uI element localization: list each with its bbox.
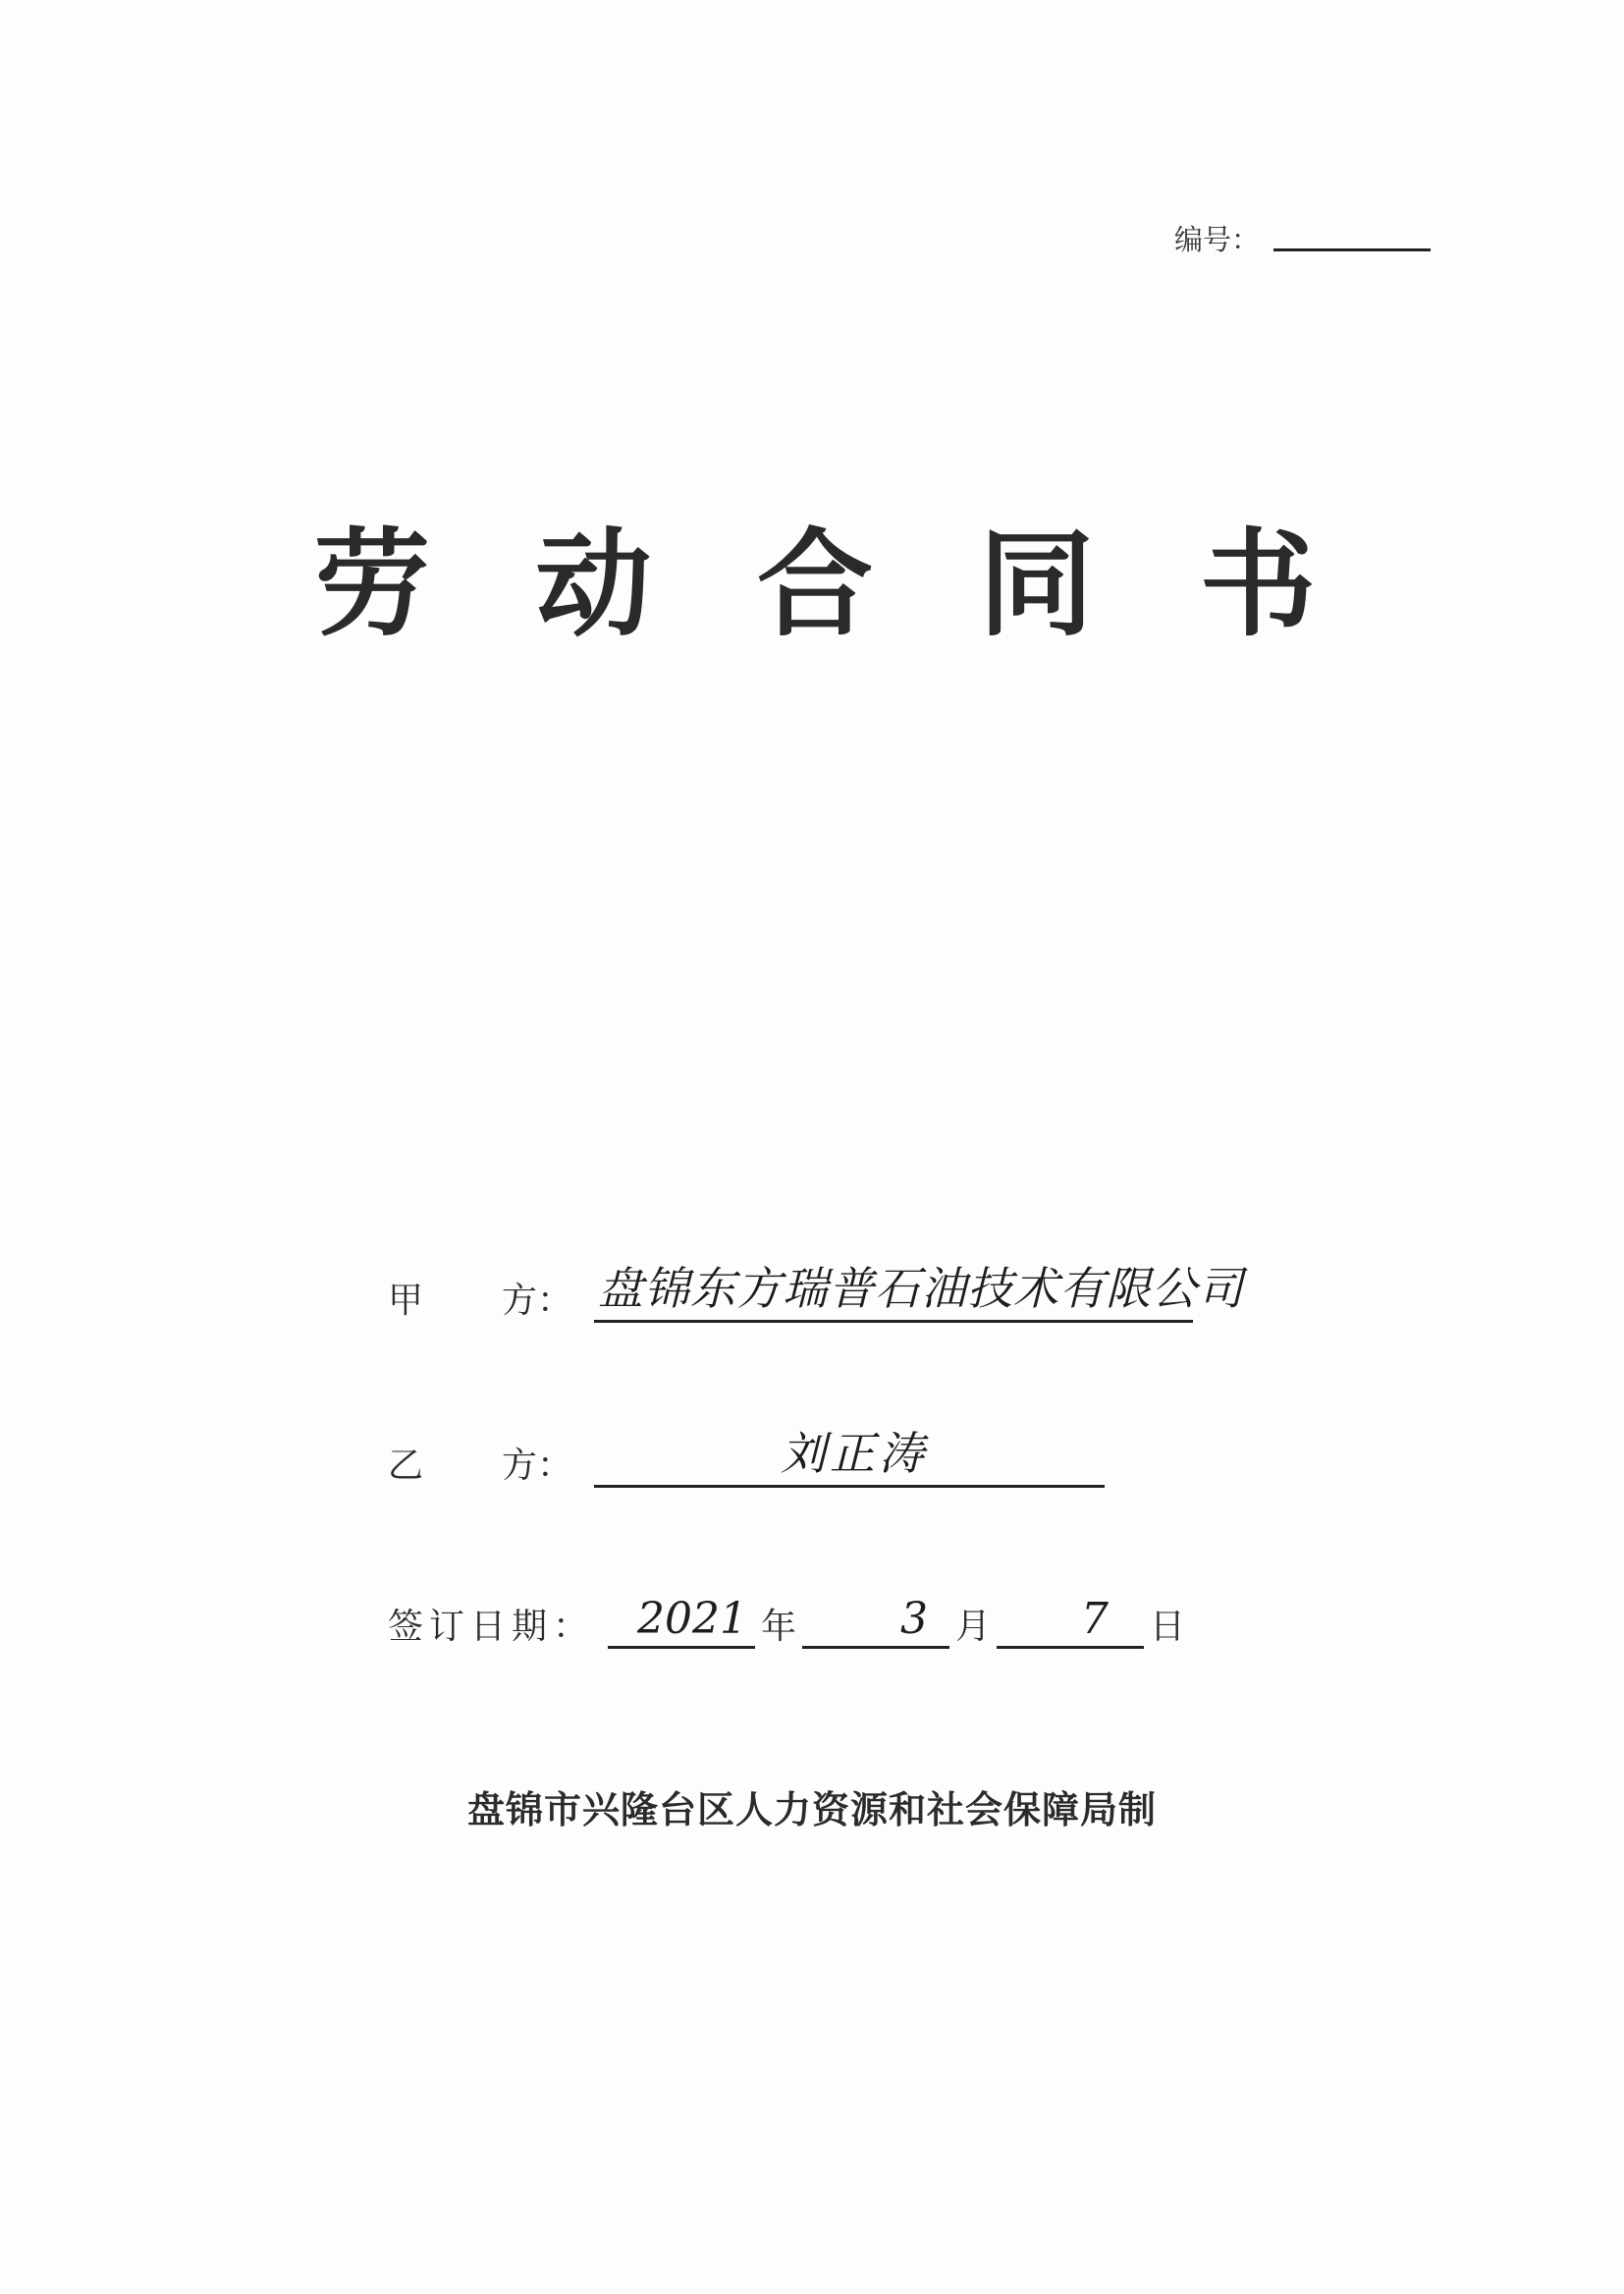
title-char: 动 xyxy=(535,517,652,652)
party-a-row xyxy=(388,1262,1244,1323)
party-b-label-char: 乙 xyxy=(388,1446,424,1486)
party-b-handwritten-value: 刘正涛 xyxy=(781,1427,928,1480)
party-a-field xyxy=(594,1262,1244,1323)
day-unit: 日 xyxy=(1150,1607,1186,1647)
serial-number-label: 编号： xyxy=(1174,223,1261,256)
month-unit: 月 xyxy=(955,1607,992,1647)
party-b-label-char: 方： xyxy=(501,1446,572,1486)
sign-date-year-value: 2021 xyxy=(637,1594,747,1644)
title-char: 合 xyxy=(756,517,873,652)
party-a-label xyxy=(388,1280,572,1323)
year-unit: 年 xyxy=(761,1607,797,1647)
sign-date-row xyxy=(388,1594,1186,1649)
sign-date-day-value: 7 xyxy=(1081,1594,1110,1644)
party-a-label-char: 方： xyxy=(501,1281,572,1321)
issuing-authority: 盘锦市兴隆台区人力资源和社会保障局制 xyxy=(466,1788,1157,1831)
sign-date-month-field xyxy=(802,1594,949,1649)
party-b-label xyxy=(388,1445,572,1488)
serial-number xyxy=(1174,222,1431,257)
document-title xyxy=(314,516,1316,653)
party-a-label-char: 甲 xyxy=(388,1281,424,1321)
party-b-field xyxy=(594,1427,1105,1488)
title-char: 同 xyxy=(978,517,1095,652)
sign-date-label: 签订日期： xyxy=(388,1607,595,1647)
sign-date-month-value: 3 xyxy=(900,1594,929,1644)
serial-number-field xyxy=(1273,248,1431,251)
sign-date-day-field xyxy=(997,1594,1144,1649)
title-char: 书 xyxy=(1199,517,1316,652)
party-a-handwritten-value: 盘锦东方瑞普石油技术有限公司 xyxy=(598,1262,1244,1315)
party-b-row xyxy=(388,1427,1105,1488)
title-char: 劳 xyxy=(314,517,431,652)
sign-date-year-field xyxy=(608,1594,755,1649)
